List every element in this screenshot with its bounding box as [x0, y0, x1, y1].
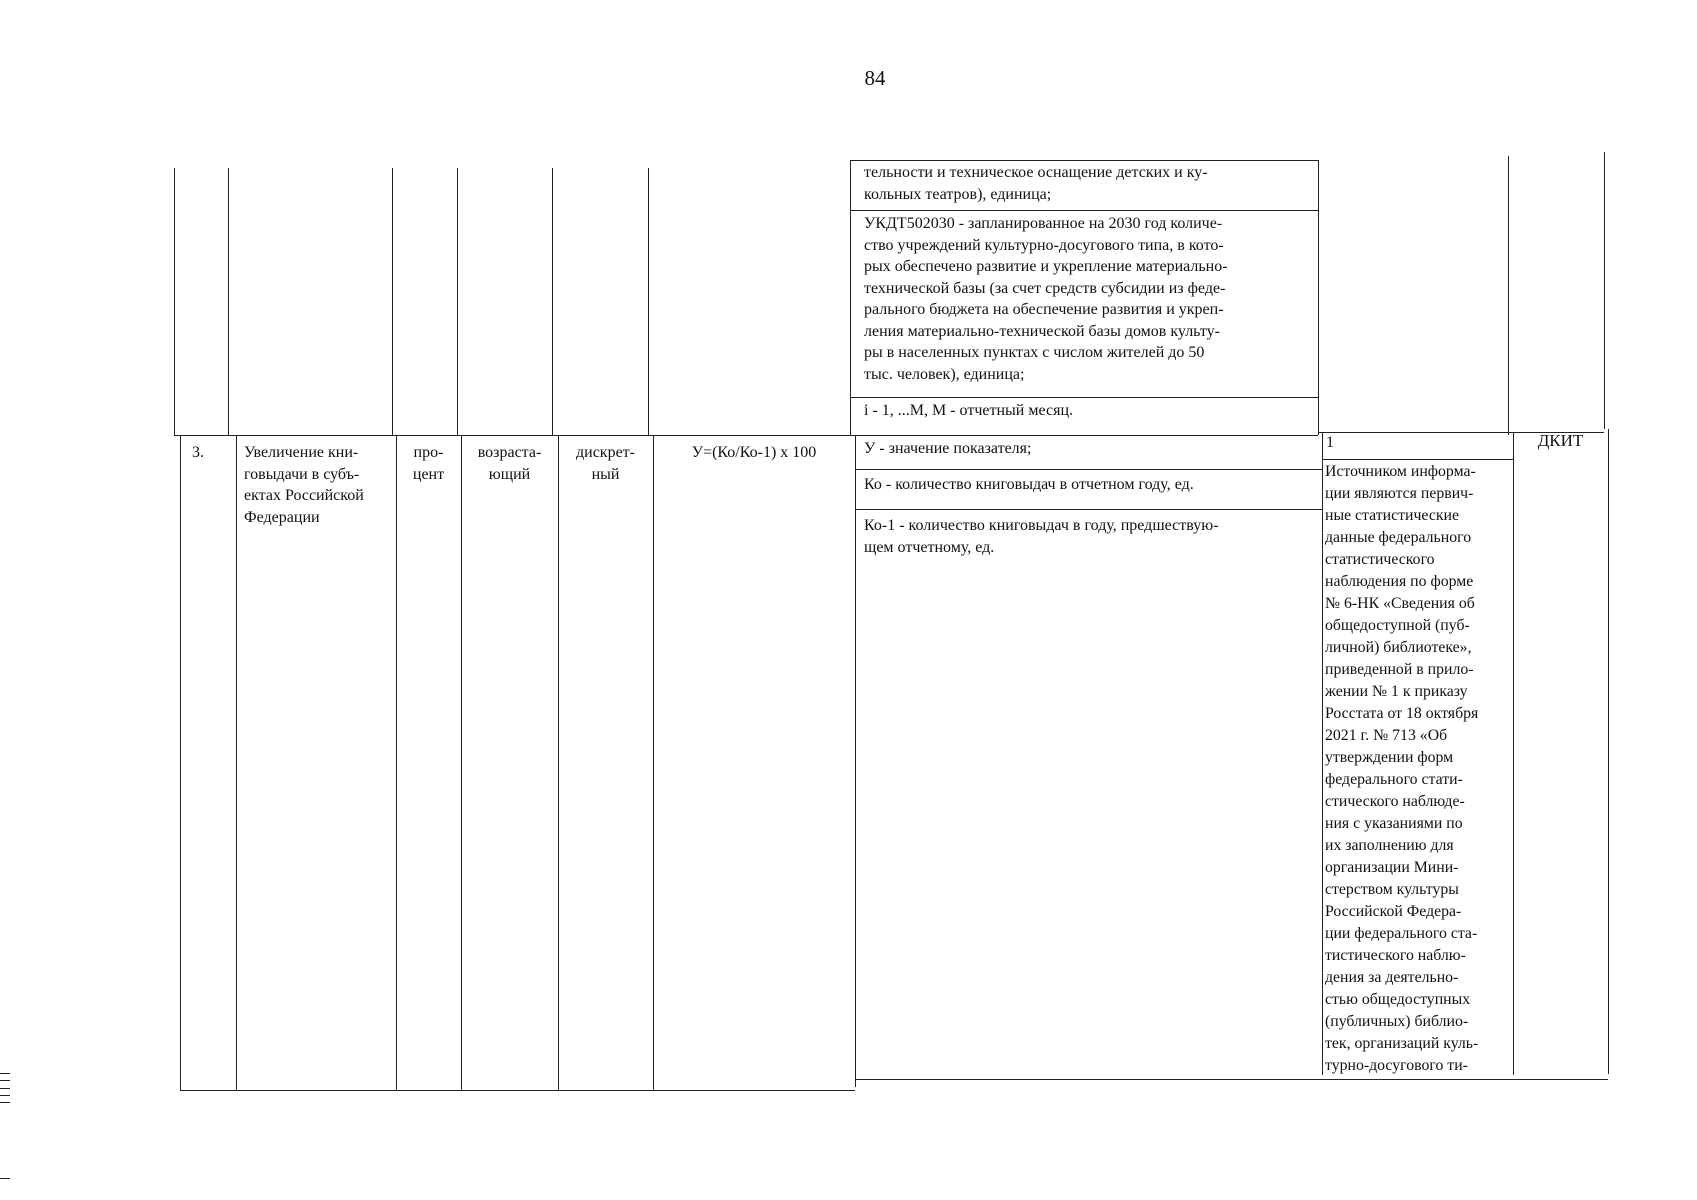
table-border [558, 435, 559, 1090]
table-border [180, 1090, 855, 1091]
description-block: У - значение показателя; [864, 440, 1032, 457]
scan-edge-mark [0, 1080, 10, 1081]
unit-of-measure: про- цент [412, 444, 445, 483]
table-border [850, 397, 1318, 398]
indicator-name: Увеличение кни- говыдачи в субъ- ектах Российской Федерации [244, 444, 364, 526]
description-block: i - 1, ...М, М - отчетный месяц. [864, 402, 1073, 419]
description-block: Ко - количество книговыдач в отчетном году, ед. [864, 476, 1194, 493]
table-border [392, 168, 393, 435]
table-border [1322, 432, 1323, 1075]
table-border [653, 435, 654, 1090]
table-border [850, 160, 1318, 161]
description-block: тельности и техническое оснащение детских и ку- кольных театров), единица; [864, 164, 1208, 203]
table-border [1508, 156, 1509, 435]
scan-edge-mark [0, 1095, 10, 1096]
source-method: 1 [1326, 434, 1334, 451]
row-number: 3. [192, 444, 204, 461]
scan-edge-mark [0, 1178, 10, 1179]
page-number: 84 [864, 66, 886, 90]
table-border [648, 168, 649, 435]
table-border [228, 168, 229, 435]
table-border [1608, 429, 1609, 1074]
responsible-body: ДКИТ [1537, 431, 1584, 450]
description-block: УКДТ502030 - запланированное на 2030 год количе- ство учреждений культурно-досугового типа, в кото- рых обеспечено развитие и укрепление материально- технической базы (за счет средств субсидии из феде- рального бюджета на обеспечение развития и укреп- ления материально-технической базы домов культу- ры в населенных пунктах с числом жителей до 50 тыс. человек), единица; [864, 215, 1228, 383]
indicator-type: дискрет- ный [576, 444, 635, 483]
table-border [855, 509, 1322, 510]
table-border [1318, 160, 1319, 435]
table-border [850, 210, 1318, 211]
scan-edge-mark [0, 1088, 10, 1089]
table-border [855, 435, 856, 1087]
table-border [396, 435, 397, 1090]
table-border [1513, 432, 1514, 1075]
table-border [1604, 152, 1605, 429]
table-border [236, 435, 237, 1090]
table-border [552, 168, 553, 435]
source-description: Источником информа- ции являются первич- ные статистические данные федерального статистического наблюдения по форме № 6-НК «Сведения об общедоступной (пуб- личной) библиотеке», приведенной в прило- жении № 1 к приказу Росстата от 18 октября 2021 г. № 713 «Об утверждении форм федерального стати- стического наблюде- ния с указаниями по их заполнению для организации Мини- стерством культуры Российской Федера- ции федерального ста- тистического наблю- дения за деятельно- стью общедоступных (публичных) библио- тек, организаций куль- турно-досугового ти- [1325, 463, 1479, 1074]
table-border [850, 160, 851, 435]
scan-edge-mark [0, 1073, 10, 1074]
indicator-direction: возраста- ющий [477, 444, 542, 483]
table-border [461, 435, 462, 1090]
table-border [855, 1079, 1608, 1080]
table-border [180, 435, 181, 1090]
description-block: Ко-1 - количество книговыдач в году, предшествую- щем отчетному, ед. [864, 517, 1219, 556]
table-border [855, 469, 1322, 470]
calculation-formula: У=(Ко/Ко-1) х 100 [691, 444, 817, 461]
table-border [174, 435, 1318, 436]
scan-edge-mark [0, 1102, 10, 1103]
table-border [174, 168, 175, 435]
table-border [1322, 459, 1513, 460]
table-border [457, 168, 458, 435]
